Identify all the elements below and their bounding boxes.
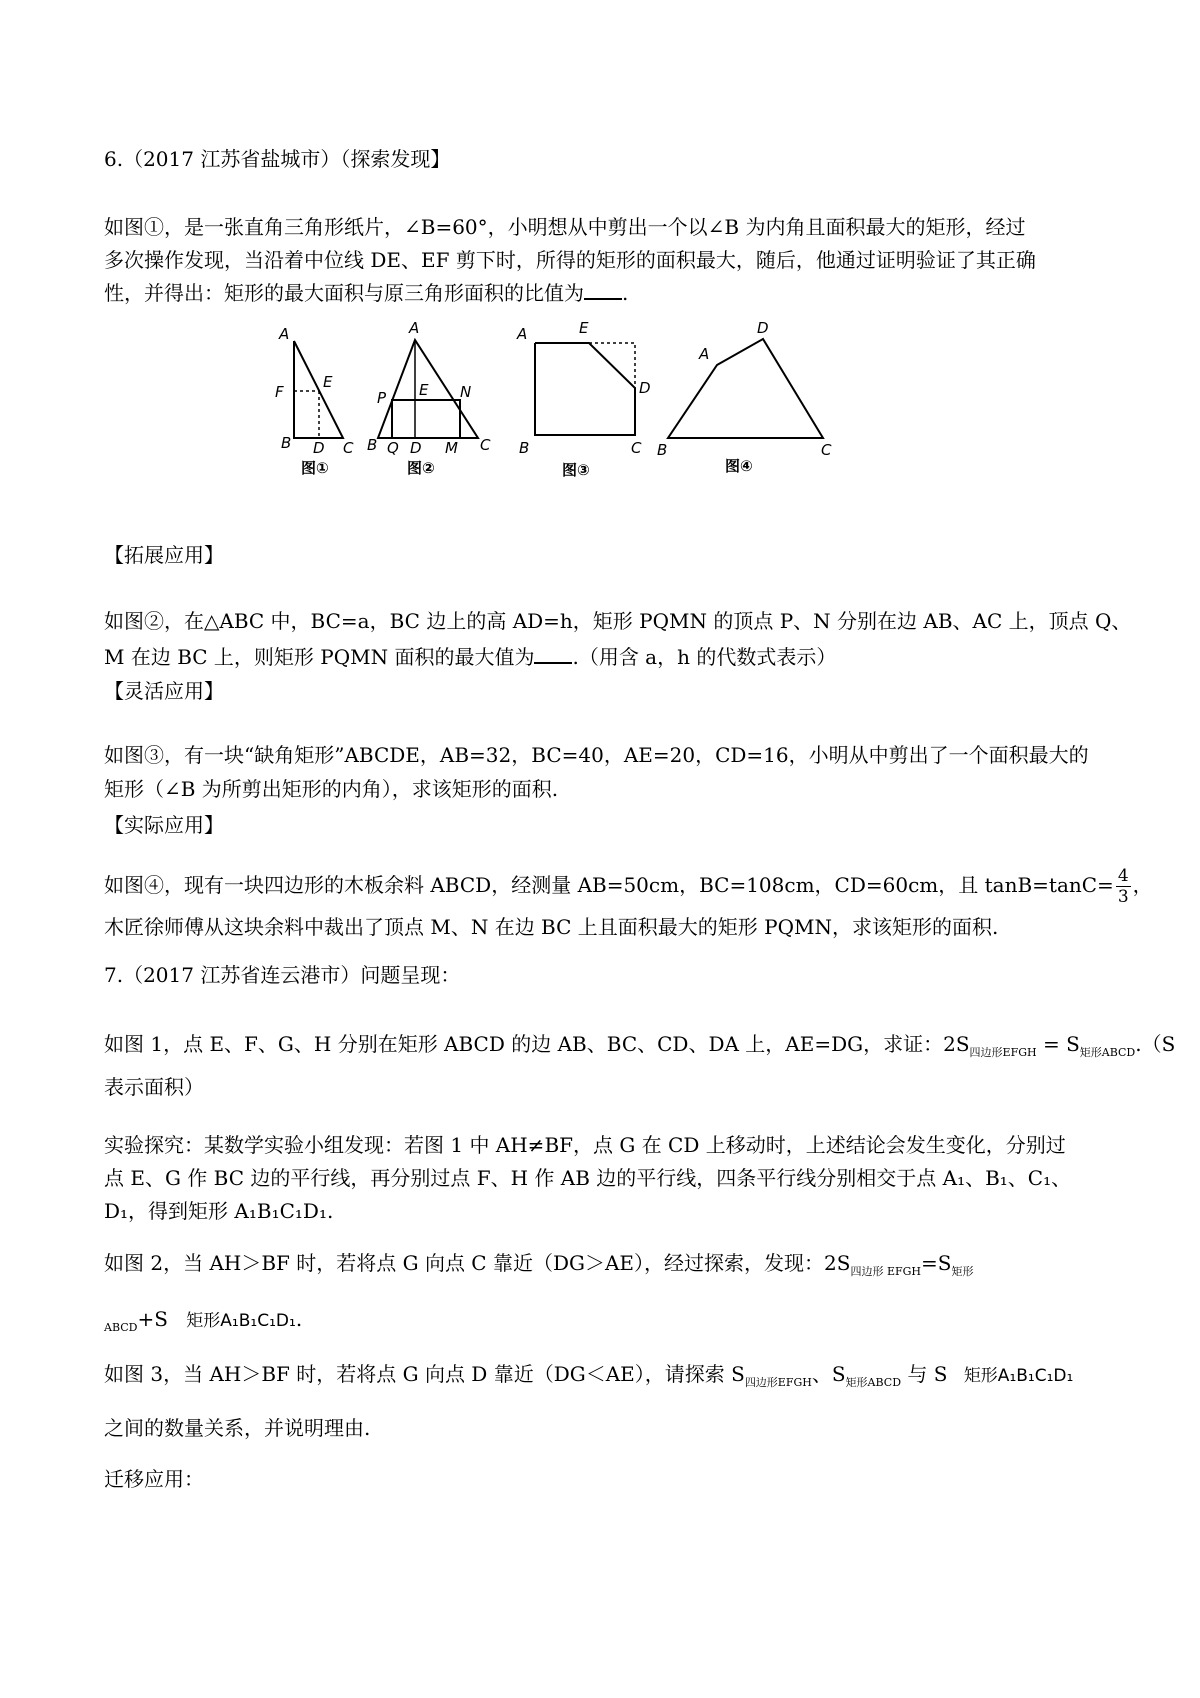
q6-p4-line-2: 木匠徐师傅从这块余料中裁出了顶点 M、N 在边 BC 上且面积最大的矩形 PQMN，求该矩形的面积. xyxy=(104,915,999,939)
geometry-figures xyxy=(275,319,925,525)
section-shiji: 【实际应用】 xyxy=(104,813,224,837)
q7-p2-line-2: 点 E、G 作 BC 边的平行线，再分别过点 F、H 作 AB 边的平行线，四条平行线分别相交于点 A₁、B₁、C₁、 xyxy=(104,1166,1072,1190)
q7-p4-line-2: 之间的数量关系，并说明理由. xyxy=(104,1416,371,1440)
fig2-rectangle xyxy=(392,400,460,438)
figure-2 xyxy=(367,319,491,477)
q7-p3-sub-2: 矩形 xyxy=(951,1265,974,1278)
fraction-numerator: 4 xyxy=(1117,866,1129,886)
fig2-label-p: P xyxy=(377,389,387,407)
q6-p2-line-2-a: M 在边 BC 上，则矩形 PQMN 面积的最大值为 xyxy=(104,645,535,669)
fig4-label-c: C xyxy=(821,441,832,459)
q7-p4-mid-2: 与 S xyxy=(901,1362,948,1386)
q7-p4-sub-1: 四边形EFGH xyxy=(744,1376,812,1389)
section-linghuo: 【灵活应用】 xyxy=(104,679,224,703)
q6-p4-line-1-b: ， xyxy=(1132,873,1153,897)
fig3-label-b: B xyxy=(519,439,530,457)
fig3-label-e: E xyxy=(579,319,589,337)
q7-p3-line-2-d: . xyxy=(295,1307,303,1331)
figure-4 xyxy=(657,319,832,475)
q7-p1-sub-1: 四边形EFGH xyxy=(969,1046,1037,1059)
answer-blank-2 xyxy=(534,644,572,664)
q7-p2-line-3: D₁，得到矩形 A₁B₁C₁D₁. xyxy=(104,1199,334,1223)
fig2-caption: 图② xyxy=(407,459,435,477)
q6-p3-line-2: 矩形（∠B 为所剪出矩形的内角），求该矩形的面积. xyxy=(104,777,559,801)
q7-p2-line-1: 实验探究：某数学实验小组发现：若图 1 中 AH≠BF，点 G 在 CD 上移动时，上述结论会发生变化，分别过 xyxy=(104,1133,1066,1157)
q7-p1-line-1-a: 如图 1，点 E、F、G、H 分别在矩形 ABCD 的边 AB、BC、CD、DA 上，AE=DG，求证：2S xyxy=(104,1032,970,1056)
fig2-label-c: C xyxy=(480,436,491,454)
fig1-label-b: B xyxy=(281,434,292,452)
q7-p4-mid: 、S xyxy=(811,1362,846,1386)
fig4-label-b: B xyxy=(657,441,668,459)
fig1-label-e: E xyxy=(323,373,333,391)
q6-text-line-3-a: 性，并得出：矩形的最大面积与原三角形面积的比值为 xyxy=(104,281,584,305)
fig3-shape xyxy=(535,343,635,435)
fraction-four-thirds xyxy=(1116,866,1131,907)
q6-p3-line-1: 如图③，有一块“缺角矩形”ABCDE，AB=32，BC=40，AE=20，CD=16，小明从中剪出了一个面积最大的 xyxy=(104,743,1089,767)
fig1-label-a: A xyxy=(279,325,290,343)
q7-p3-eq: =S xyxy=(921,1251,952,1275)
fig1-label-c: C xyxy=(343,439,354,457)
fig4-label-d: D xyxy=(757,319,769,337)
fig3-caption: 图③ xyxy=(562,461,590,479)
q6-p4-line-1-a: 如图④，现有一块四边形的木板余料 ABCD，经测量 AB=50cm，BC=108cm，CD=60cm，且 tanB=tanC= xyxy=(104,873,1114,897)
q7-p3-line-1-a: 如图 2，当 AH＞BF 时，若将点 G 向点 C 靠近（DG＞AE），经过探索，发现：2S xyxy=(104,1251,851,1275)
fig2-label-n: N xyxy=(460,383,472,401)
fig4-label-a: A xyxy=(699,345,710,363)
q6-p2-line-1: 如图②，在△ABC 中，BC=a，BC 边上的高 AD=h，矩形 PQMN 的顶点 P、N 分别在边 AB、AC 上，顶点 Q、 xyxy=(104,609,1132,633)
fig4-caption: 图④ xyxy=(725,457,753,475)
q7-p3-line-1 xyxy=(104,1249,1104,1286)
q6-p2-line-2-b: .（用含 a，h 的代数式表示） xyxy=(572,645,837,669)
fig3-label-a: A xyxy=(517,325,528,343)
q7-p3-line-2 xyxy=(104,1305,1104,1342)
fig2-label-b: B xyxy=(367,436,378,454)
fig1-label-f: F xyxy=(275,383,284,401)
q7-p3-line-2-a: ABCD xyxy=(104,1321,138,1334)
q7-p1-sub-2: 矩形ABCD xyxy=(1079,1046,1136,1059)
q7-p3-line-2-b: +S xyxy=(137,1307,168,1331)
q7-p1-line-1-b: .（S xyxy=(1135,1032,1176,1056)
fig2-label-e: E xyxy=(419,381,429,399)
fraction-denominator: 3 xyxy=(1117,887,1129,907)
fig2-label-a: A xyxy=(409,319,420,337)
q7-p1-line-2: 表示面积） xyxy=(104,1075,204,1099)
q6-p4-line-1 xyxy=(104,866,1153,907)
q7-p4-line-1-a: 如图 3，当 AH＞BF 时，若将点 G 向点 D 靠近（DG＜AE），请探索 S xyxy=(104,1362,745,1386)
figure-3 xyxy=(516,319,651,479)
q7-p5: 迁移应用： xyxy=(104,1467,204,1491)
q6-text-line-3 xyxy=(104,279,1104,307)
answer-blank xyxy=(584,280,622,300)
fig2-label-d: D xyxy=(410,439,422,457)
fig3-label-d: D xyxy=(639,379,651,397)
q6-header: 6.（2017 江苏省盐城市）（探索发现】 xyxy=(104,147,451,171)
q7-p4-rect-a1b1c1d1: 矩形A₁B₁C₁D₁ xyxy=(963,1366,1074,1386)
q6-p2-line-2 xyxy=(104,643,1104,671)
q6-text-line-2: 多次操作发现，当沿着中位线 DE、EF 剪下时，所得的矩形的面积最大，随后，他通过证明验证了其正确 xyxy=(104,248,1036,272)
section-tuozhan: 【拓展应用】 xyxy=(104,543,224,567)
fig4-quadrilateral xyxy=(668,339,823,438)
q6-text-line-3-b: . xyxy=(622,281,629,305)
q7-p4-line-1 xyxy=(104,1360,1104,1397)
q7-header: 7.（2017 江苏省连云港市）问题呈现： xyxy=(104,963,461,987)
q7-p3-sub-1: 四边形 EFGH xyxy=(850,1265,921,1278)
figure-1 xyxy=(275,325,354,477)
fig2-label-q: Q xyxy=(387,439,399,457)
fig1-label-d: D xyxy=(313,439,325,457)
q7-p4-sub-2: 矩形ABCD xyxy=(845,1376,902,1389)
q7-p3-rect-a1b1c1d1: 矩形A₁B₁C₁D₁ xyxy=(186,1311,296,1331)
q6-text-line-1: 如图①，是一张直角三角形纸片，∠B=60°，小明想从中剪出一个以∠B 为内角且面积最大的矩形，经过 xyxy=(104,215,1026,239)
fig1-caption: 图① xyxy=(301,459,329,477)
fig3-label-c: C xyxy=(631,439,642,457)
q7-p1-eq: = S xyxy=(1036,1032,1080,1056)
q7-p1-line-1 xyxy=(104,1030,1176,1067)
fig2-label-m: M xyxy=(445,439,458,457)
